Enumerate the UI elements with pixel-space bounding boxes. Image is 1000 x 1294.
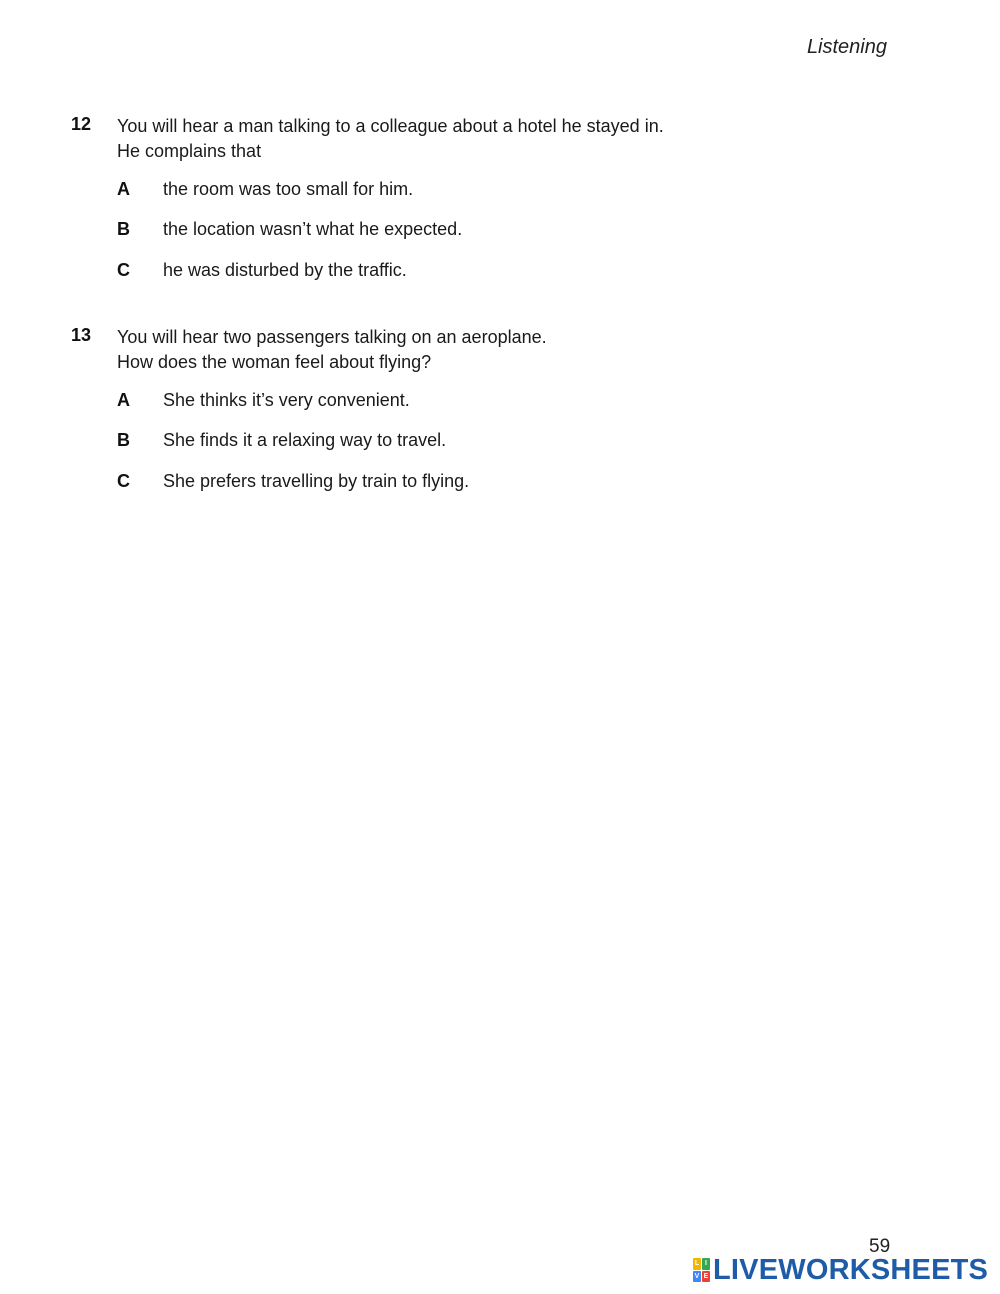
logo-letter: E — [702, 1271, 710, 1283]
liveworksheets-logo-icon — [693, 1258, 710, 1282]
option-letter: A — [117, 179, 130, 199]
option-13-a[interactable] — [0, 390, 1000, 416]
option-text: She finds it a relaxing way to travel. — [163, 430, 447, 450]
question-prompt-line: How does the woman feel about flying? — [117, 352, 432, 372]
option-text: She prefers travelling by train to flying. — [163, 471, 470, 491]
option-letter: B — [117, 430, 130, 450]
question-prompt-line: You will hear a man talking to a colleague about a hotel he stayed in. — [117, 116, 664, 136]
option-text: he was disturbed by the traffic. — [163, 260, 407, 280]
liveworksheets-brand-text: LIVEWORKSHEETS — [713, 1254, 989, 1286]
question-number: 13 — [71, 325, 92, 345]
option-13-c[interactable] — [0, 471, 1000, 497]
logo-letter: V — [693, 1271, 701, 1283]
logo-letter: I — [702, 1258, 710, 1270]
option-letter: A — [117, 390, 130, 410]
liveworksheets-logo — [693, 1255, 988, 1285]
question-number: 12 — [71, 114, 92, 134]
question-prompt — [117, 325, 877, 375]
option-letter: C — [117, 471, 130, 491]
option-12-b[interactable] — [0, 219, 1000, 245]
option-12-c[interactable] — [0, 260, 1000, 286]
option-text: She thinks it’s very convenient. — [163, 390, 410, 410]
logo-letter: L — [693, 1258, 701, 1270]
question-prompt-line: You will hear two passengers talking on an aeroplane. — [117, 327, 547, 347]
option-letter: C — [117, 260, 130, 280]
option-text: the room was too small for him. — [163, 179, 414, 199]
section-label: Listening — [806, 36, 887, 58]
option-letter: B — [117, 219, 130, 239]
option-text: the location wasn’t what he expected. — [163, 219, 463, 239]
question-prompt — [117, 114, 877, 164]
option-13-b[interactable] — [0, 430, 1000, 456]
question-prompt-line: He complains that — [117, 141, 262, 161]
page-number: 59 — [869, 1236, 891, 1257]
option-12-a[interactable] — [0, 179, 1000, 205]
